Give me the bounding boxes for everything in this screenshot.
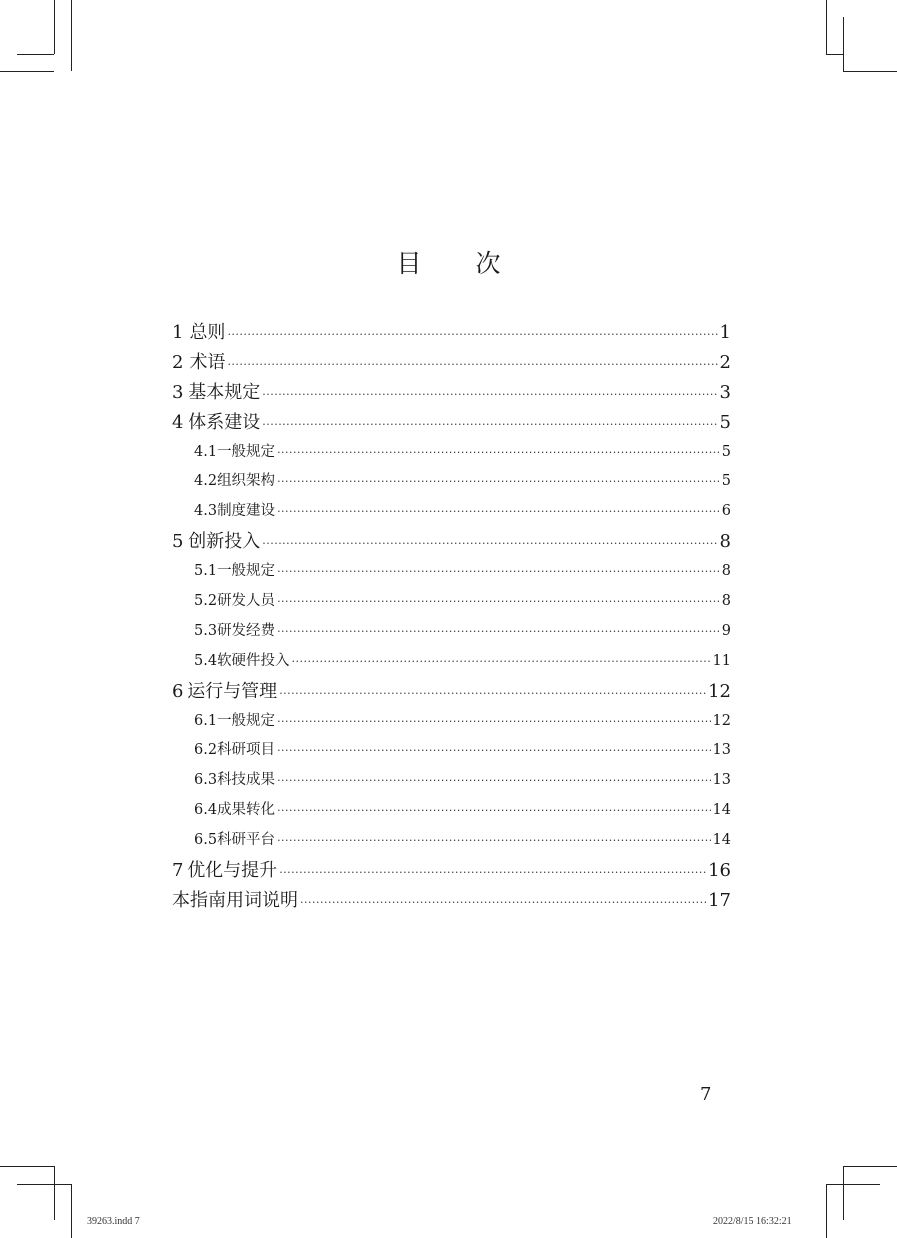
toc-entry-number: 6.3	[194, 772, 218, 789]
crop-mark	[826, 0, 827, 54]
dot-leader	[292, 647, 711, 677]
toc-entry-label: 科技成果	[217, 772, 276, 789]
toc-entry-number: 5	[172, 531, 184, 553]
toc-entry-page: 3	[719, 381, 731, 403]
crop-mark	[843, 1166, 844, 1220]
crop-mark	[826, 54, 843, 55]
dot-leader	[277, 766, 710, 796]
toc-entry[interactable]	[172, 736, 731, 766]
toc-entry-page: 5	[719, 411, 731, 433]
dot-leader	[262, 410, 717, 440]
toc-entry-page: 16	[708, 860, 731, 882]
toc-entry-label: 一般规定	[217, 563, 276, 580]
toc-entry-page: 11	[712, 652, 731, 669]
toc-entry-label: 组织架构	[217, 473, 276, 490]
toc-entry-page: 8	[721, 593, 731, 610]
toc-entry-label: 术语	[189, 351, 226, 373]
toc-entry-label: 研发经费	[217, 622, 276, 639]
table-of-contents	[172, 318, 731, 916]
toc-entry[interactable]	[172, 378, 731, 408]
toc-entry[interactable]	[172, 677, 731, 707]
toc-entry-label: 一般规定	[217, 443, 276, 460]
crop-mark	[0, 71, 54, 72]
crop-mark	[843, 1166, 897, 1167]
toc-entry[interactable]	[172, 856, 731, 886]
toc-entry[interactable]	[172, 826, 731, 856]
toc-entry-number: 6.5	[194, 832, 218, 849]
toc-entry-page: 9	[721, 622, 731, 639]
dot-leader	[277, 617, 720, 647]
toc-entry-label: 成果转化	[217, 802, 276, 819]
toc-entry-page: 13	[712, 772, 731, 789]
toc-entry-label: 优化与提升	[187, 860, 278, 882]
toc-entry-number: 1	[172, 322, 184, 343]
crop-mark	[71, 1184, 72, 1238]
toc-entry[interactable]	[172, 886, 731, 916]
dot-leader	[300, 888, 706, 918]
toc-entry-number: 4.1	[194, 443, 218, 460]
toc-entry-page: 17	[708, 889, 731, 911]
dot-leader	[277, 557, 720, 587]
title-char-1: 目	[396, 249, 422, 278]
toc-entry[interactable]	[172, 796, 731, 826]
toc-entry-label: 创新投入	[188, 531, 261, 553]
toc-entry-page: 5	[721, 473, 731, 490]
dot-leader	[262, 529, 717, 559]
toc-entry[interactable]	[172, 527, 731, 557]
crop-mark	[826, 1184, 827, 1238]
toc-entry-label: 本指南用词说明	[172, 889, 298, 911]
toc-entry-label: 一般规定	[217, 712, 276, 729]
crop-mark	[843, 71, 897, 72]
toc-entry-label: 软硬件投入	[217, 652, 290, 669]
toc-entry-label: 总则	[189, 322, 226, 343]
toc-entry-number: 7	[172, 860, 184, 882]
dot-leader	[277, 736, 710, 766]
toc-entry-label: 运行与管理	[187, 680, 278, 702]
dot-leader	[262, 380, 717, 410]
toc-entry-page: 8	[719, 531, 731, 553]
dot-leader	[277, 587, 720, 617]
toc-entry-label: 科研项目	[217, 742, 276, 759]
toc-entry[interactable]	[172, 348, 731, 378]
toc-entry[interactable]	[172, 766, 731, 796]
dot-leader	[279, 679, 706, 709]
toc-entry-number: 4	[172, 411, 184, 433]
toc-entry[interactable]	[172, 438, 731, 468]
toc-entry-label: 研发人员	[217, 593, 276, 610]
toc-entry-page: 12	[712, 712, 731, 729]
toc-entry[interactable]	[172, 318, 731, 348]
crop-mark	[54, 1166, 55, 1220]
dot-leader	[277, 438, 720, 468]
crop-mark	[54, 0, 55, 54]
crop-mark	[826, 1184, 880, 1185]
toc-entry-page: 8	[721, 563, 731, 580]
crop-mark	[71, 0, 72, 71]
toc-entry[interactable]	[172, 557, 731, 587]
toc-entry-number: 4.2	[194, 473, 218, 490]
toc-entry-number: 5.1	[194, 563, 218, 580]
page-title	[0, 244, 897, 280]
slug-file: 39263.indd 7	[87, 1216, 140, 1227]
toc-entry-number: 6.2	[194, 742, 218, 759]
toc-entry[interactable]	[172, 408, 731, 438]
toc-entry-page: 5	[721, 443, 731, 460]
toc-entry-page: 6	[721, 503, 731, 520]
toc-entry-number: 5.3	[194, 622, 218, 639]
toc-entry-number: 4.3	[194, 503, 218, 520]
toc-entry-page: 12	[708, 680, 731, 702]
dot-leader	[277, 467, 720, 497]
toc-entry[interactable]	[172, 587, 731, 617]
toc-entry-number: 6.1	[194, 712, 218, 729]
dot-leader	[277, 707, 710, 737]
toc-entry[interactable]	[172, 617, 731, 647]
toc-entry-number: 6	[172, 680, 184, 702]
toc-entry-number: 2	[172, 351, 184, 373]
toc-entry-label: 体系建设	[188, 411, 261, 433]
toc-entry-page: 2	[719, 351, 731, 373]
toc-entry[interactable]	[172, 497, 731, 527]
page-number: 7	[700, 1084, 712, 1105]
toc-entry-label: 基本规定	[188, 381, 261, 403]
dot-leader	[279, 858, 706, 888]
toc-entry-number: 6.4	[194, 802, 218, 819]
toc-entry[interactable]	[172, 647, 731, 677]
toc-entry-number: 5.4	[194, 652, 218, 669]
dot-leader	[227, 350, 717, 380]
crop-mark	[0, 1166, 54, 1167]
toc-entry-label: 制度建设	[217, 503, 276, 520]
crop-mark	[843, 17, 844, 71]
toc-entry-page: 13	[712, 742, 731, 759]
slug-timestamp: 2022/8/15 16:32:21	[713, 1216, 792, 1227]
crop-mark	[17, 54, 54, 55]
title-char-2: 次	[475, 249, 501, 278]
toc-entry-page: 14	[712, 802, 731, 819]
dot-leader	[277, 497, 720, 527]
toc-entry-page: 1	[719, 322, 731, 343]
toc-entry-page: 14	[712, 832, 731, 849]
toc-entry-number: 5.2	[194, 593, 218, 610]
dot-leader	[277, 796, 710, 826]
toc-entry-number: 3	[172, 381, 184, 403]
crop-mark	[17, 1184, 71, 1185]
dot-leader	[227, 320, 717, 350]
toc-entry[interactable]	[172, 467, 731, 497]
toc-entry[interactable]	[172, 707, 731, 737]
toc-entry-label: 科研平台	[217, 832, 276, 849]
dot-leader	[277, 826, 710, 856]
